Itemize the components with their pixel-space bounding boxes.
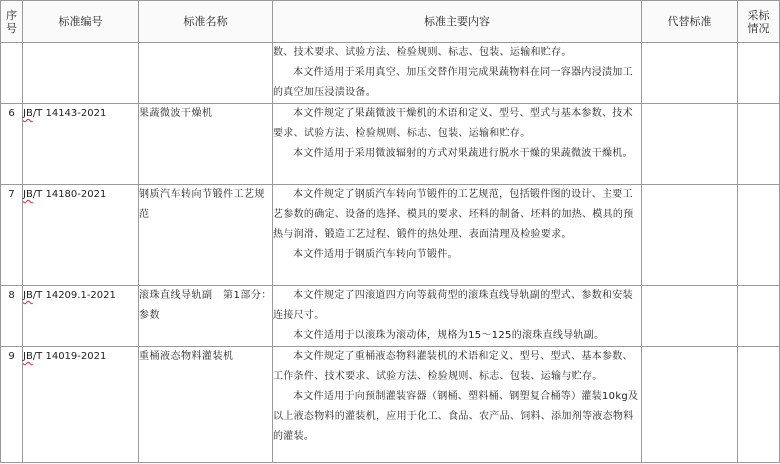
row-name — [139, 43, 273, 104]
row-name: 滚珠直线导轨副 第1部分：参数 — [139, 286, 273, 347]
row-content — [273, 185, 642, 286]
row-replace — [642, 347, 738, 463]
row-replace — [642, 104, 738, 185]
table-row — [1, 43, 780, 104]
row-content — [273, 43, 642, 104]
content-paragraph: 本文件适用于钢质汽车转向节锻件。 — [293, 249, 458, 260]
row-content — [273, 104, 642, 185]
row-replace — [642, 185, 738, 286]
row-adopt — [738, 286, 780, 347]
row-adopt — [738, 185, 780, 286]
row-name: 果蔬微波干燥机 — [139, 104, 273, 185]
row-adopt — [738, 347, 780, 463]
row-adopt — [738, 43, 780, 104]
row-code: JB/T 14019-2021 — [23, 347, 139, 463]
content-paragraph: 本文件规定了四滚道四方向等载荷型的滚珠直线导轨副的型式、参数和安装连接尺寸。 — [273, 290, 633, 321]
row-adopt — [738, 104, 780, 185]
header-replace: 代替标准 — [642, 1, 738, 43]
row-content — [273, 347, 642, 463]
row-no: 6 — [1, 104, 23, 185]
row-content — [273, 286, 642, 347]
row-name: 钢质汽车转向节锻件工艺规范 — [139, 185, 273, 286]
header-content: 标准主要内容 — [273, 1, 642, 43]
row-code: JB/T 14209.1-2021 — [23, 286, 139, 347]
row-code: JB/T 14180-2021 — [23, 185, 139, 286]
table-row — [1, 286, 780, 347]
row-name: 重桶液态物料灌装机 — [139, 347, 273, 463]
header-name: 标准名称 — [139, 1, 273, 43]
content-paragraph: 本文件适用于以滚珠为滚动体，规格为15～125的滚珠直线导轨副。 — [293, 330, 605, 341]
row-code: JB/T 14143-2021 — [23, 104, 139, 185]
table-row — [1, 185, 780, 286]
row-no: 8 — [1, 286, 23, 347]
row-no: 7 — [1, 185, 23, 286]
row-replace — [642, 286, 738, 347]
table-row — [1, 347, 780, 463]
row-no — [1, 43, 23, 104]
content-paragraph: 本文件规定了重桶液态物料灌装机的术语和定义、型号、型式、基本参数、工作条件、技术要求、试验方法、检验规则、标志、包装、运输与贮存。 — [273, 351, 633, 382]
content-paragraph: 数、技术要求、试验方法、检验规则、标志、包装、运输和贮存。 — [273, 47, 572, 58]
row-code — [23, 43, 139, 104]
content-paragraph: 本文件规定了果蔬微波干燥机的术语和定义、型号、型式与基本参数、技术要求、试验方法、检验规则、标志、包装、运输和贮存。 — [273, 108, 633, 139]
content-paragraph: 本文件规定了钢质汽车转向节锻件的工艺规范，包括锻件图的设计、主要工艺参数的确定、设备的选择、模具的要求、坯料的制备、坯料的加热、模具的预热与润滑、锻造工艺过程、锻件的热处理、表面清理及检验要求。 — [273, 189, 634, 240]
content-paragraph: 本文件适用于向预制灌装容器（钢桶、塑料桶、钢塑复合桶等）灌装10kg及以上液态物料的灌装机，应用于化工、食品、农产品、饲料、添加剂等液态物料的灌装。 — [273, 391, 639, 442]
row-no: 9 — [1, 347, 23, 463]
header-adopt: 采标 情况 — [738, 1, 780, 43]
table-header-row — [1, 1, 780, 43]
content-paragraph: 本文件适用于采用真空、加压交替作用完成果蔬物料在同一容器内浸渍加工的真空加压浸渍设备。 — [273, 67, 633, 98]
content-paragraph: 本文件适用于采用微波辐射的方式对果蔬进行脱水干燥的果蔬微波干燥机。 — [293, 148, 633, 159]
header-no: 序 号 — [1, 1, 23, 43]
table-row — [1, 104, 780, 185]
row-replace — [642, 43, 738, 104]
header-code: 标准编号 — [23, 1, 139, 43]
